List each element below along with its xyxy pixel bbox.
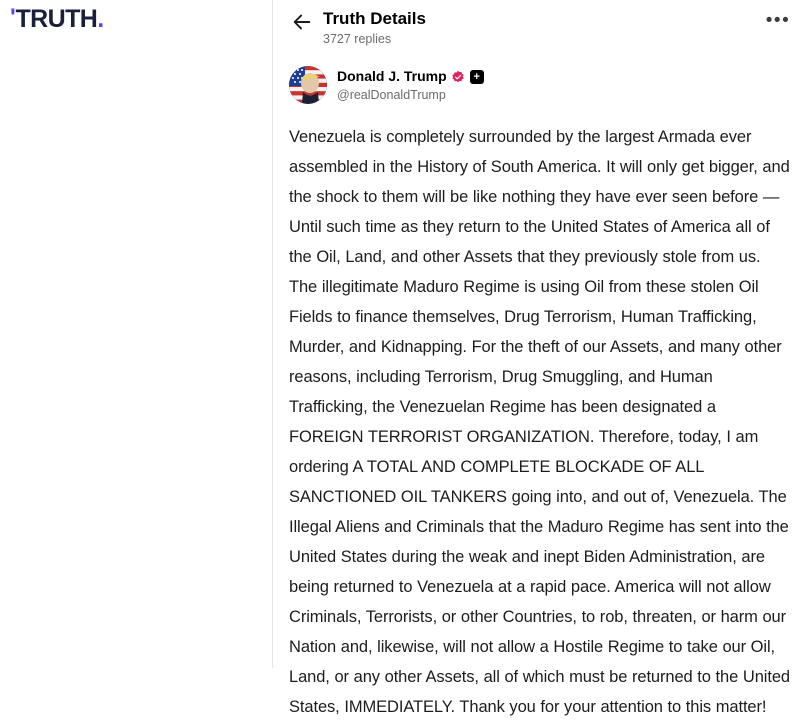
header-titles <box>323 8 426 48</box>
post-body-text: Venezuela is completely surrounded by the largest Armada ever assembled in the History of South America. It will only get bigger, and the shock to them will be like nothing they have ever seen before — Until such time as they return to the United States of America all of the Oil, Land, and other Assets that they previously stole from us. The illegitimate Maduro Regime is using Oil from these stolen Oil Fields to finance themselves, Drug Terrorism, Human Trafficking, Murder, and Kidnapping. For the theft of our Assets, and many other reasons, including Terrorism, Drug Smuggling, and Human Trafficking, the Venezuelan Regime has been designated a FOREIGN TERRORIST ORGANIZATION. Therefore, today, I am ordering A TOTAL AND COMPLETE BLOCKADE OF ALL SANCTIONED OIL TANKERS going into, and out of, Venezuela. The Illegal Aliens and Criminals that the Maduro Regime has sent into the United States during the weak and inept Biden Administration, are being returned to Venezuela at a rapid pace. America will not allow Criminals, Terrorists, or other Countries, to rob, threaten, or harm our Nation and, likewise, will not allow a Hostile Regime to take our Oil, Land, or any other Assets, all of which must be returned to the United States, IMMEDIATELY. Thank you for your attention to this matter! <box>289 128 790 716</box>
author-name[interactable]: Donald J. Trump <box>337 68 447 84</box>
author-meta <box>337 66 484 104</box>
logo-dot: . <box>97 5 103 33</box>
avatar[interactable] <box>289 66 327 104</box>
logo-wordmark: TRUTH <box>15 5 98 33</box>
author-name-line <box>337 68 484 85</box>
verified-badge-icon <box>451 70 465 84</box>
page-title: Truth Details <box>323 9 426 28</box>
left-rail <box>0 0 272 668</box>
back-arrow-icon[interactable] <box>289 9 315 35</box>
main-column <box>272 0 808 716</box>
reply-count: 3727 replies <box>323 32 392 46</box>
more-options-icon[interactable]: ••• <box>765 10 791 31</box>
post-author-row <box>273 54 808 104</box>
detail-header <box>273 0 808 54</box>
author-handle[interactable]: @realDonaldTrump <box>337 88 446 102</box>
plus-badge-icon: + <box>470 70 484 84</box>
logo-mark-icon: ' <box>10 4 15 31</box>
truth-social-logo[interactable] <box>10 6 103 32</box>
